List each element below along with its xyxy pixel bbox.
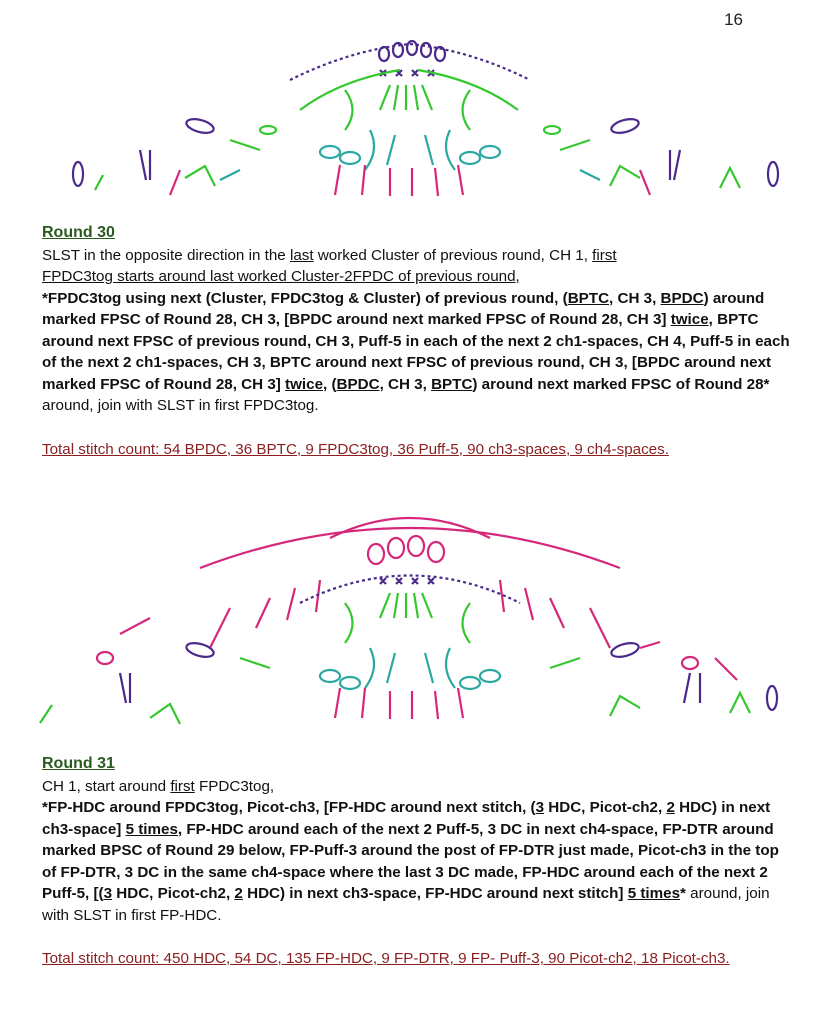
- r31-n2-b: 2: [234, 885, 243, 902]
- r30-bpdc-2: BPDC: [336, 375, 380, 393]
- r31-instr-g: *: [680, 885, 686, 902]
- crochet-chart-round-31: [0, 508, 819, 732]
- round-30-total: Total stitch count: 54 BPDC, 36 BPTC, 9 FPDC3tog, 36 Puff-5, 90 ch3-spaces, 9 ch4-spaces.: [42, 440, 669, 458]
- r31-instr-f: HDC) in next ch3-space, FP-HDC around next stitch]: [242, 885, 628, 902]
- r30-bpdc-1: BPDC: [660, 289, 704, 307]
- r30-instr-g: ) around next marked FPSC of Round 28*: [472, 375, 770, 393]
- r30-instr-a: *FPDC3tog using next (Cluster, FPDC3tog & Cluster) of previous round, (: [42, 289, 568, 307]
- round-31-intro-b: FPDC3tog,: [194, 777, 275, 795]
- r31-instr-end: around, join with SLST in first FP-HDC.: [42, 885, 770, 924]
- r31-instr-b: HDC, Picot-ch2,: [544, 799, 667, 816]
- round-30-intro-c: FPDC3tog starts around last worked Cluster-2FPDC of previous round,: [42, 268, 520, 285]
- page-number: 16: [724, 10, 743, 29]
- round-30-intro-first: first: [592, 246, 617, 264]
- r30-twice-2: twice: [285, 375, 324, 393]
- r30-twice-1: twice: [670, 311, 709, 328]
- r31-instr-d: , FP-HDC around each of the next 2 Puff-5, 3 DC in next ch4-space, FP-DTR around marked BPSC of Round 29 below, FP-Puff-3 around the post of FP-DTR just made, Picot-ch3 in the top of FP-DTR, 3 DC in the same ch4-space where the last 3 DC made, FP-HDC around each of the next 2 Puff-5, [(: [42, 820, 779, 902]
- round-30-title: Round 30: [42, 224, 115, 241]
- r31-instr-a: *FP-HDC around FPDC3tog, Picot-ch3, [FP-HDC around next stitch, (: [42, 799, 536, 816]
- r30-instr-d: , BPTC around next FPSC of previous round, CH 3, Puff-5 in each of the next 2 ch1-spaces, CH 4, Puff-5 in each of the next 2 ch1-spaces, CH 3, BPTC around next FPSC of previous round, CH 3, [BPDC around next marked FPSC of Round 28, CH 3]: [42, 311, 790, 393]
- round-30-section: [42, 222, 792, 460]
- round-31-section: [42, 753, 792, 970]
- r30-instr-f: , CH 3,: [379, 375, 432, 393]
- r30-bptc-2: BPTC: [431, 375, 473, 393]
- r31-times-1: 5 times: [125, 820, 178, 838]
- round-30-instructions: [42, 288, 792, 417]
- round-31-title: Round 31: [42, 755, 115, 772]
- r31-n3-b: 3: [103, 885, 113, 902]
- r31-instr-e: HDC, Picot-ch2,: [112, 885, 235, 902]
- round-31-intro-first: first: [170, 777, 195, 795]
- round-31-intro-a: CH 1, start around: [42, 777, 171, 795]
- r31-times-2: 5 times: [627, 885, 681, 902]
- r30-bptc-1: BPTC: [567, 289, 610, 307]
- crochet-chart-round-30: [0, 40, 819, 202]
- round-30-intro-a: SLST in the opposite direction in the: [42, 246, 290, 264]
- r31-n3-a: 3: [535, 799, 545, 816]
- round-30-intro-b: worked Cluster of previous round, CH 1,: [313, 246, 593, 264]
- r30-instr-b: , CH 3,: [609, 289, 661, 307]
- round-30-intro: [42, 245, 792, 288]
- round-31-instructions: [42, 797, 792, 926]
- r31-n2-a: 2: [666, 799, 675, 816]
- r30-instr-c: ) around marked FPSC of Round 28, CH 3, [BPDC around next marked FPSC of Round 28, CH 3]: [42, 289, 765, 328]
- round-30-intro-last: last: [289, 246, 314, 264]
- r30-instr-e: , (: [323, 375, 337, 393]
- r31-instr-c: HDC) in next ch3-space]: [42, 799, 771, 838]
- round-31-intro: [42, 776, 792, 798]
- round-31-total: Total stitch count: 450 HDC, 54 DC, 135 FP-HDC, 9 FP-DTR, 9 FP- Puff-3, 90 Picot-ch2, 18 Picot-ch3.: [42, 950, 730, 967]
- r30-instr-end: around, join with SLST in first FPDC3tog.: [42, 397, 319, 414]
